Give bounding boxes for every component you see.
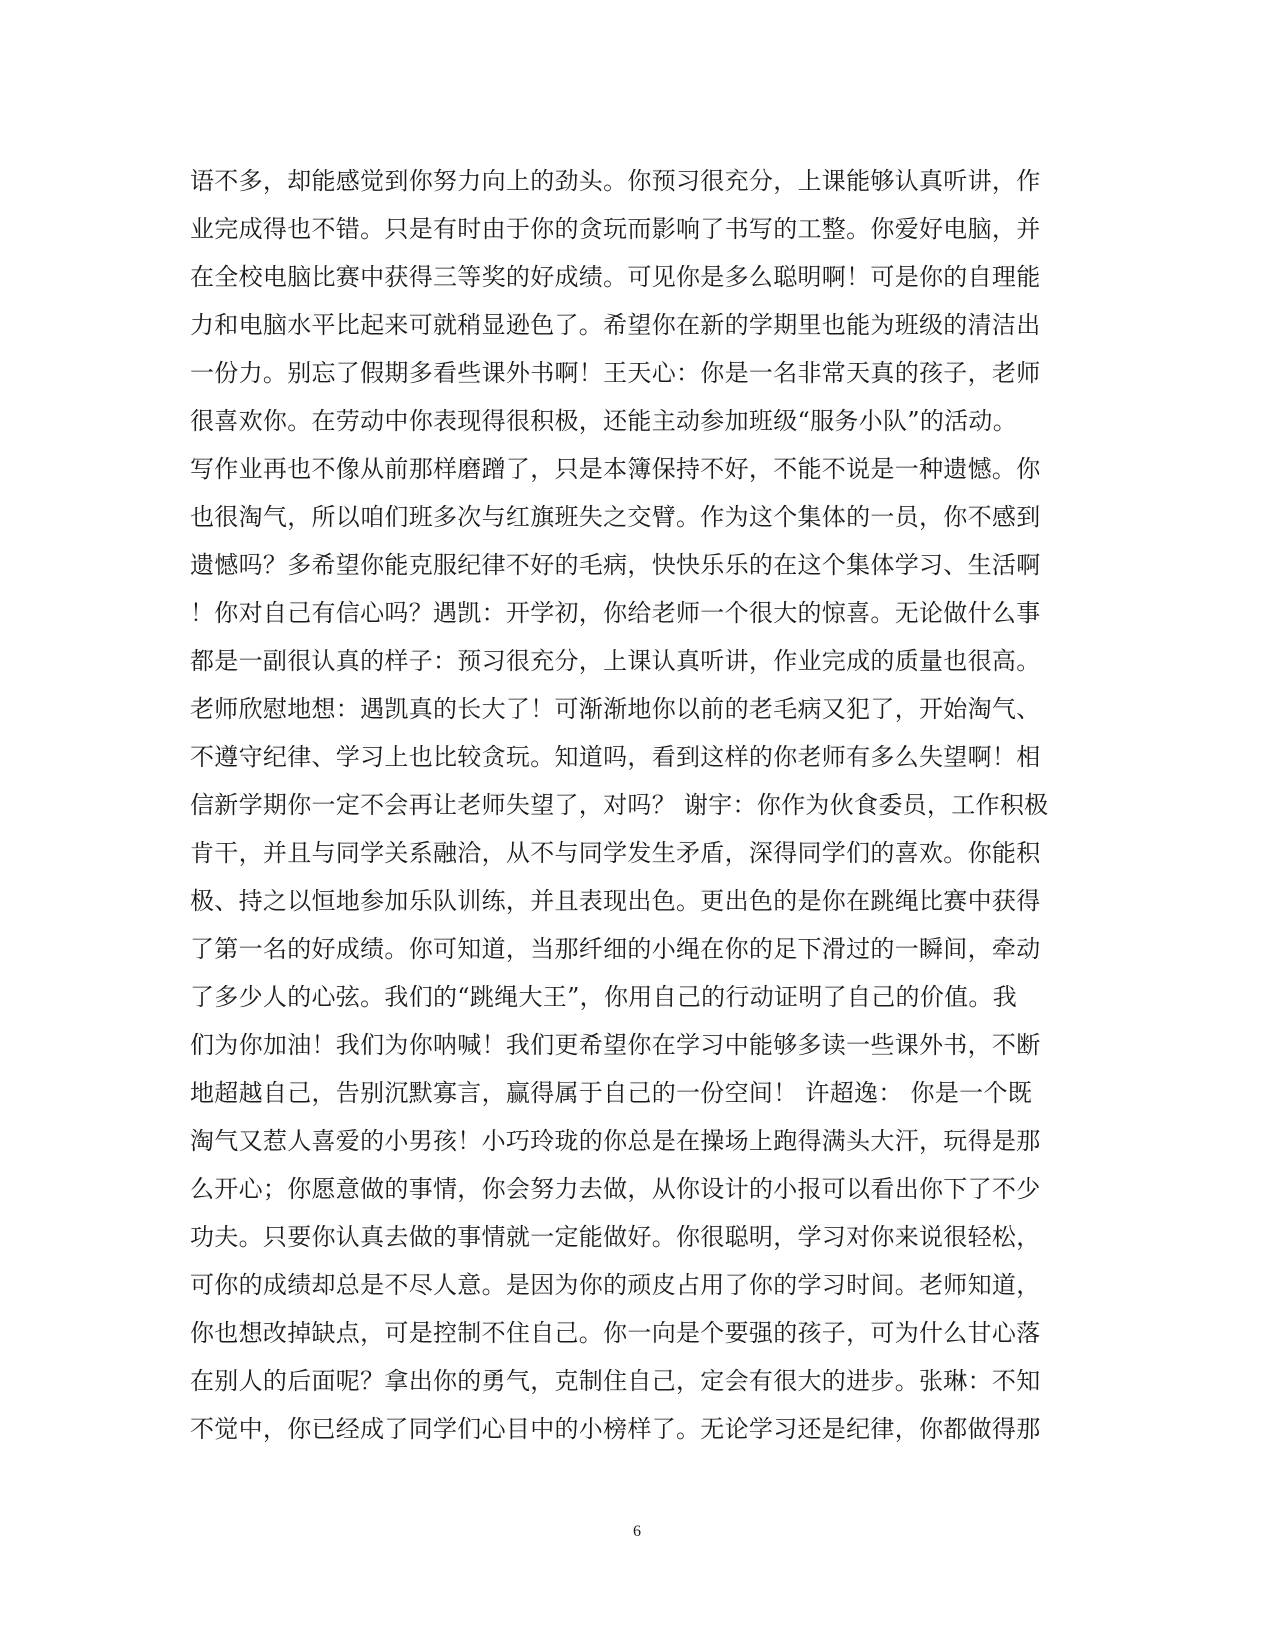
text-line: 信新学期你一定不会再让老师失望了，对吗？ 谢宇：你作为伙食委员，工作积极 [190,791,1049,819]
body-text [190,157,1090,1453]
text-line: 们为你加油！我们为你呐喊！我们更希望你在学习中能够多读一些课外书，不断 [190,1031,1041,1059]
text-line: 地超越自己，告别沉默寡言，赢得属于自己的一份空间！ 许超逸： 你是一个既 [190,1079,1033,1107]
text-line: 语不多，却能感觉到你努力向上的劲头。你预习很充分，上课能够认真听讲，作 [190,167,1041,195]
text-line: 在全校电脑比赛中获得三等奖的好成绩。可见你是多么聪明啊！可是你的自理能 [190,263,1041,291]
text-line: 可你的成绩却总是不尽人意。是因为你的顽皮占用了你的学习时间。老师知道， [190,1271,1041,1299]
text-line: 你也想改掉缺点，可是控制不住自己。你一向是个要强的孩子，可为什么甘心落 [190,1319,1041,1347]
text-line: 力和电脑水平比起来可就稍显逊色了。希望你在新的学期里也能为班级的清洁出 [190,311,1041,339]
page-number: 6 [633,1523,641,1540]
text-line: 淘气又惹人喜爱的小男孩！小巧玲珑的你总是在操场上跑得满头大汗，玩得是那 [190,1127,1041,1155]
text-line: 极、持之以恒地参加乐队训练，并且表现出色。更出色的是你在跳绳比赛中获得 [190,887,1041,915]
text-line: 写作业再也不像从前那样磨蹭了，只是本簿保持不好，不能不说是一种遗憾。你 [190,455,1041,483]
text-line: 了多少人的心弦。我们的“跳绳大王”，你用自己的行动证明了自己的价值。我 [190,983,1018,1011]
text-line: 很喜欢你。在劳动中你表现得很积极，还能主动参加班级“服务小队”的活动。 [190,407,1018,435]
text-line: 老师欣慰地想：遇凯真的长大了！可渐渐地你以前的老毛病又犯了，开始淘气、 [190,695,1041,723]
text-line: 都是一副很认真的样子：预习很充分，上课认真听讲，作业完成的质量也很高。 [190,647,1041,675]
text-line: 一份力。别忘了假期多看些课外书啊！王天心：你是一名非常天真的孩子，老师 [190,359,1041,387]
text-line: 业完成得也不错。只是有时由于你的贪玩而影响了书写的工整。你爱好电脑，并 [190,215,1041,243]
text-line: 在别人的后面呢？拿出你的勇气，克制住自己，定会有很大的进步。张琳：不知 [190,1367,1041,1395]
text-line: 肯干，并且与同学关系融洽，从不与同学发生矛盾，深得同学们的喜欢。你能积 [190,839,1041,867]
text-line: 也很淘气，所以咱们班多次与红旗班失之交臂。作为这个集体的一员，你不感到 [190,503,1041,531]
text-line: ！你对自己有信心吗？遇凯：开学初，你给老师一个很大的惊喜。无论做什么事 [190,599,1041,627]
text-line: 不觉中，你已经成了同学们心目中的小榜样了。无论学习还是纪律，你都做得那 [190,1415,1041,1443]
text-line: 遗憾吗？多希望你能克服纪律不好的毛病，快快乐乐的在这个集体学习、生活啊 [190,551,1041,579]
text-line: 么开心；你愿意做的事情，你会努力去做，从你设计的小报可以看出你下了不少 [190,1175,1041,1203]
text-line: 功夫。只要你认真去做的事情就一定能做好。你很聪明，学习对你来说很轻松， [190,1223,1041,1251]
text-line: 了第一名的好成绩。你可知道，当那纤细的小绳在你的足下滑过的一瞬间，牵动 [190,935,1041,963]
text-line: 不遵守纪律、学习上也比较贪玩。知道吗，看到这样的你老师有多么失望啊！相 [190,743,1041,771]
